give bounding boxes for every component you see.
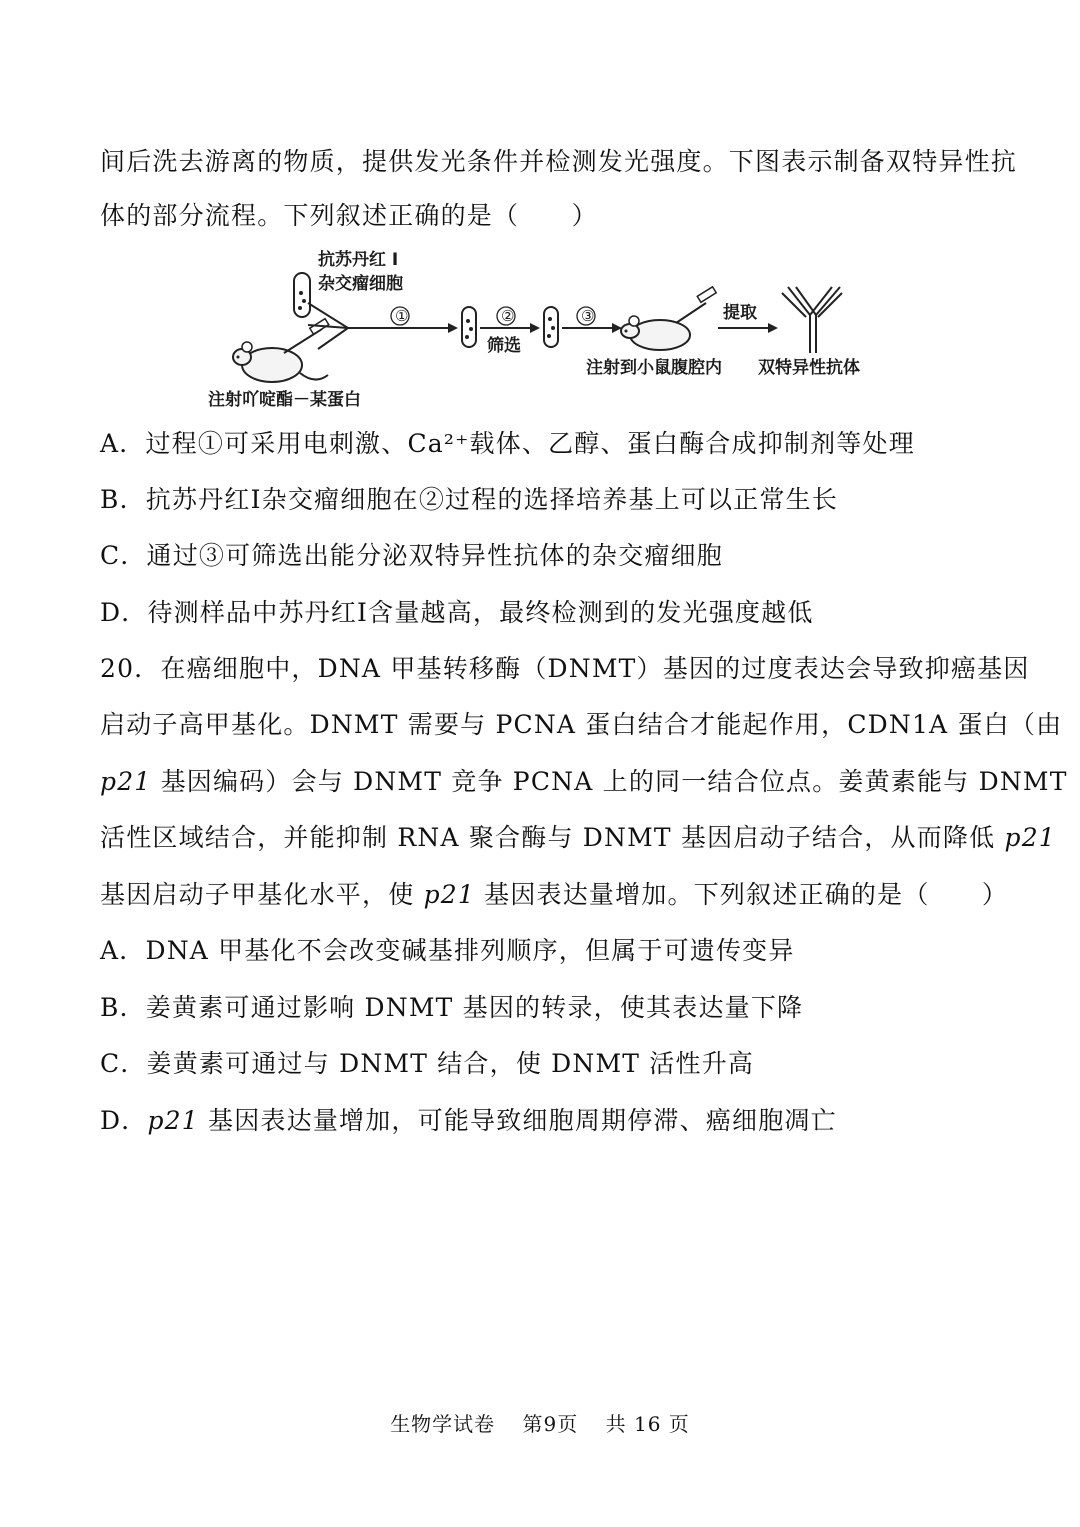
step-1-label: ①	[395, 307, 409, 325]
q20-option-d-prefix: D．	[100, 1106, 148, 1135]
screening-label: 筛选	[487, 336, 521, 356]
q20-line-5-text-2: 基因表达量增加。下列叙述正确的是（ ）	[474, 880, 1009, 909]
test-tube-icon	[462, 307, 476, 347]
mouse-icon	[233, 342, 328, 382]
footer-page: 第9页	[522, 1412, 579, 1436]
intro-line-1: 间后洗去游离的物质，提供发光条件并检测发光强度。下图表示制备双特异性抗	[100, 147, 1018, 176]
syringe-icon	[284, 319, 329, 353]
q20-line-5	[100, 878, 1008, 912]
q20-option-c: C．姜黄素可通过与 DNMT 结合，使 DNMT 活性升高	[100, 1049, 755, 1078]
step-2-label: ②	[501, 307, 515, 325]
antibody-preparation-diagram	[200, 245, 880, 415]
q20-option-d-text: 基因表达量增加，可能导致细胞周期停滞、癌细胞凋亡	[198, 1106, 837, 1135]
q20-line-3	[100, 765, 1068, 799]
hybridoma-label-1: 抗苏丹红 I	[318, 250, 399, 270]
q19-option-a: A．过程①可采用电刺激、Ca²⁺载体、乙醇、蛋白酶合成抑制剂等处理	[100, 429, 915, 458]
gene-name: p21	[1004, 823, 1056, 852]
q19-option-b: B．抗苏丹红I杂交瘤细胞在②过程的选择培养基上可以正常生长	[100, 485, 839, 514]
q20-option-b: B．姜黄素可通过影响 DNMT 基因的转录，使其表达量下降	[100, 993, 804, 1022]
test-tube-icon	[294, 273, 310, 317]
q19-option-d: D．待测样品中苏丹红I含量越高，最终检测到的发光强度越低	[100, 598, 814, 627]
bispecific-antibody-label: 双特异性抗体	[758, 358, 860, 378]
q20-line-2: 启动子高甲基化。DNMT 需要与 PCNA 蛋白结合才能起作用，CDN1A 蛋白（由	[100, 710, 1063, 739]
inject-peritoneal-label: 注射到小鼠腹腔内	[586, 358, 722, 378]
q20-line-3-text: 基因编码）会与 DNMT 竞争 PCNA 上的同一结合位点。姜黄素能与 DNMT	[151, 767, 1068, 796]
page-footer	[0, 1408, 1080, 1437]
q20-line-4-text: 活性区域结合，并能抑制 RNA 聚合酶与 DNMT 基因启动子结合，从而降低	[100, 823, 1005, 852]
q20-option-a: A．DNA 甲基化不会改变碱基排列顺序，但属于可遗传变异	[100, 936, 795, 965]
syringe-icon	[676, 287, 716, 323]
q20-line-5-text-1: 基因启动子甲基化水平，使	[100, 880, 424, 909]
footer-subject: 生物学试卷	[390, 1412, 496, 1436]
footer-total: 共 16 页	[605, 1412, 690, 1436]
q20-option-d	[100, 1104, 837, 1138]
gene-name: p21	[147, 1106, 199, 1135]
q19-option-c: C．通过③可筛选出能分泌双特异性抗体的杂交瘤细胞	[100, 541, 723, 570]
gene-name: p21	[423, 880, 475, 909]
extract-label: 提取	[723, 303, 757, 323]
antibody-icon	[782, 287, 842, 353]
hybridoma-label-2: 杂交瘤细胞	[318, 274, 403, 294]
q20-line-1: 20．在癌细胞中，DNA 甲基转移酶（DNMT）基因的过度表达会导致抑癌基因	[100, 654, 1030, 683]
test-tube-icon	[544, 307, 558, 347]
q20-line-4	[100, 821, 1056, 855]
intro-line-2: 体的部分流程。下列叙述正确的是（ ）	[100, 201, 598, 230]
gene-name: p21	[100, 767, 152, 796]
step-3-label: ③	[581, 307, 595, 325]
inject-mouse-label: 注射吖啶酯－某蛋白	[208, 390, 361, 410]
